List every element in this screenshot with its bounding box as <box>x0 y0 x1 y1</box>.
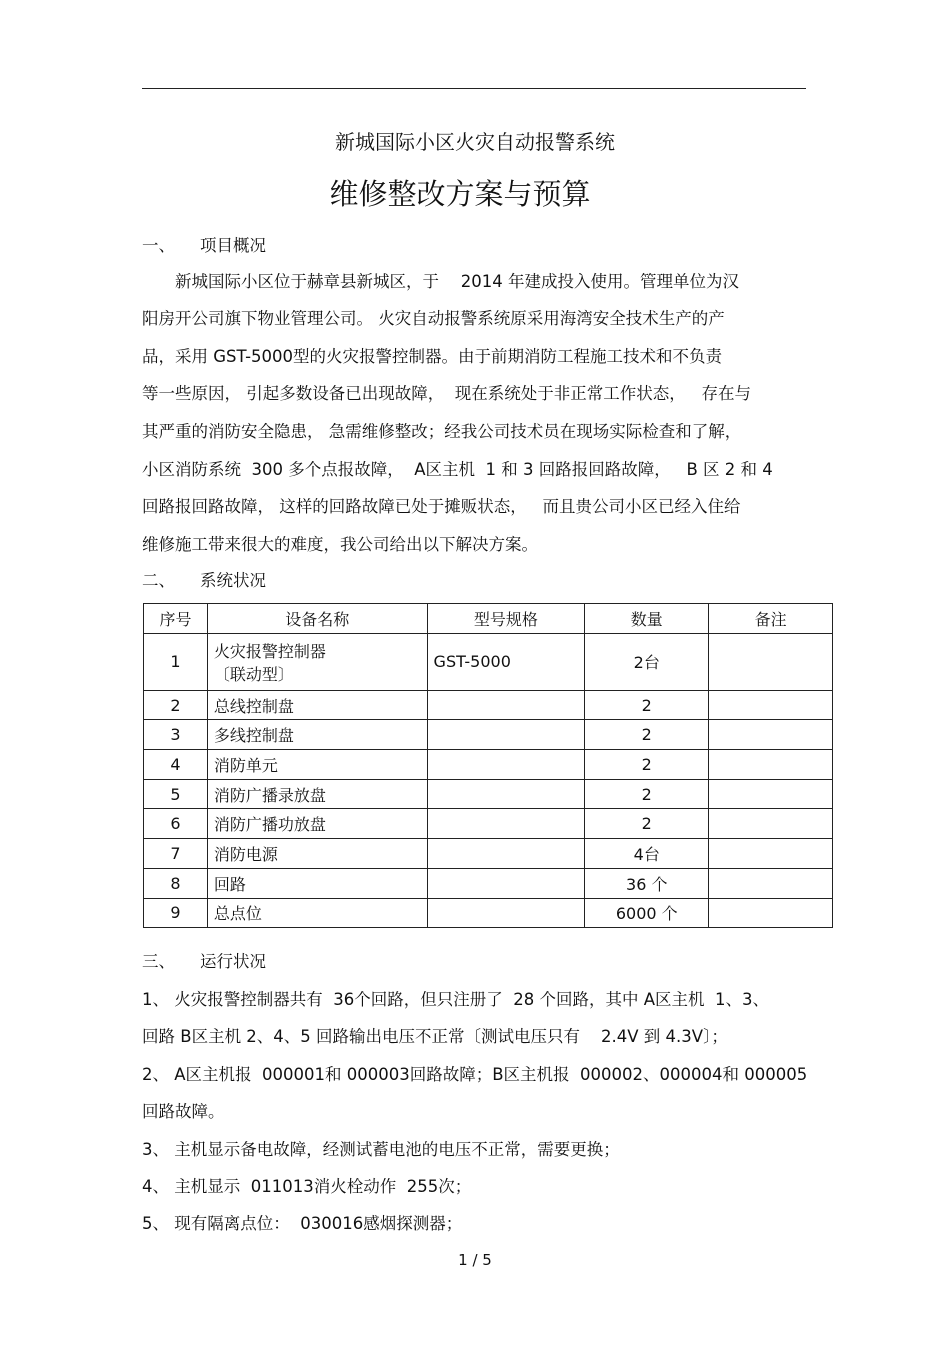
section-title: 运行状况 <box>200 952 266 971</box>
status-line: 2、 A区主机报 000001和 000003回路故障；B区主机报 000002、000004和 000005 <box>142 1065 808 1084</box>
header-qty: 数量 <box>585 604 709 634</box>
cell-qty: 6000 个 <box>585 898 709 928</box>
header-rule <box>142 88 806 89</box>
cell-name: 消防广播录放盘 <box>207 779 427 809</box>
section-3-heading <box>142 948 266 972</box>
status-line: 3、 主机显示备电故障，经测试蓄电池的电压不正常，需要更换； <box>142 1140 620 1159</box>
cell-qty: 2台 <box>585 633 709 690</box>
cell-model <box>427 868 585 898</box>
cell-model <box>427 839 585 869</box>
cell-note <box>709 868 833 898</box>
table-row <box>144 868 833 898</box>
cell-name: 总线控制盘 <box>207 690 427 720</box>
section-number: 三、 <box>142 952 175 971</box>
cell-qty: 2 <box>585 750 709 780</box>
cell-no: 9 <box>144 898 208 928</box>
cell-name <box>207 633 427 690</box>
table-row <box>144 839 833 869</box>
section-title: 系统状况 <box>200 571 266 590</box>
section-title: 项目概况 <box>200 236 266 255</box>
header-name: 设备名称 <box>207 604 427 634</box>
header-model: 型号规格 <box>427 604 585 634</box>
cell-note <box>709 633 833 690</box>
cell-model <box>427 779 585 809</box>
cell-name: 消防单元 <box>207 750 427 780</box>
status-line: 1、 火灾报警控制器共有 36个回路，但只注册了 28 个回路，其中 A区主机 1、3、 <box>142 990 769 1009</box>
cell-model <box>427 809 585 839</box>
section-number: 二、 <box>142 571 175 590</box>
cell-model: GST-5000 <box>427 633 585 690</box>
cell-note <box>709 690 833 720</box>
section-number: 一、 <box>142 236 175 255</box>
table-row <box>144 750 833 780</box>
section-1-heading <box>142 232 266 256</box>
doc-title-line1: 新城国际小区火灾自动报警系统 <box>335 130 615 154</box>
cell-note <box>709 779 833 809</box>
paragraph-line: 小区消防系统 300 多个点报故障， A区主机 1 和 3 回路报回路故障， B 区 2 和 4 <box>142 460 773 479</box>
cell-qty: 2 <box>585 779 709 809</box>
cell-name: 消防广播功放盘 <box>207 809 427 839</box>
paragraph-line: 回路报回路故障， 这样的回路故障已处于摊贩状态， 而且贵公司小区已经入住给 <box>142 497 741 516</box>
header-note: 备注 <box>709 604 833 634</box>
paragraph-line: 维修施工带来很大的难度，我公司给出以下解决方案。 <box>142 535 538 554</box>
section-2-heading <box>142 567 266 591</box>
cell-no: 2 <box>144 690 208 720</box>
table-row <box>144 720 833 750</box>
cell-no: 4 <box>144 750 208 780</box>
status-line: 回路故障。 <box>142 1102 225 1121</box>
cell-name: 多线控制盘 <box>207 720 427 750</box>
table-row <box>144 809 833 839</box>
paragraph-line: 新城国际小区位于赫章县新城区，于 2014 年建成投入使用。管理单位为汉 <box>142 272 739 291</box>
cell-qty: 2 <box>585 809 709 839</box>
cell-model <box>427 720 585 750</box>
cell-qty: 4台 <box>585 839 709 869</box>
paragraph-line: 阳房开公司旗下物业管理公司。 火灾自动报警系统原采用海湾安全技术生产的产 <box>142 309 725 328</box>
header-no: 序号 <box>144 604 208 634</box>
cell-note <box>709 839 833 869</box>
status-line: 4、 主机显示 011013消火栓动作 255次； <box>142 1177 472 1196</box>
cell-qty: 2 <box>585 720 709 750</box>
cell-note <box>709 898 833 928</box>
table-row <box>144 690 833 720</box>
paragraph-line: 品，采用 GST-5000型的火灾报警控制器。由于前期消防工程施工技术和不负责 <box>142 347 723 366</box>
cell-name: 消防电源 <box>207 839 427 869</box>
cell-note <box>709 720 833 750</box>
paragraph-line: 其严重的消防安全隐患， 急需维修整改；经我公司技术员在现场实际检查和了解， <box>142 422 742 441</box>
cell-no: 3 <box>144 720 208 750</box>
cell-name: 总点位 <box>207 898 427 928</box>
page-number: 1 / 5 <box>458 1251 492 1269</box>
table-header-row <box>144 604 833 634</box>
equipment-table <box>143 603 833 928</box>
cell-name-line: 火灾报警控制器 <box>213 641 326 661</box>
status-line: 5、 现有隔离点位： 030016感烟探测器； <box>142 1214 463 1233</box>
cell-name: 回路 <box>207 868 427 898</box>
cell-note <box>709 809 833 839</box>
cell-model <box>427 898 585 928</box>
cell-no: 6 <box>144 809 208 839</box>
cell-no: 8 <box>144 868 208 898</box>
table-row <box>144 898 833 928</box>
cell-no: 7 <box>144 839 208 869</box>
cell-model <box>427 750 585 780</box>
cell-no: 5 <box>144 779 208 809</box>
cell-model <box>427 690 585 720</box>
doc-title-line2: 维修整改方案与预算 <box>329 177 591 211</box>
cell-no: 1 <box>144 633 208 690</box>
cell-note <box>709 750 833 780</box>
cell-qty: 2 <box>585 690 709 720</box>
table-row <box>144 633 833 690</box>
paragraph-line: 等一些原因， 引起多数设备已出现故障， 现在系统处于非正常工作状态， 存在与 <box>142 384 751 403</box>
cell-qty: 36 个 <box>585 868 709 898</box>
status-line: 回路 B区主机 2、4、5 回路输出电压不正常〔测试电压只有 2.4V 到 4.3V〕； <box>142 1027 728 1046</box>
cell-name-line: 〔联动型〕 <box>213 664 294 684</box>
table-row <box>144 779 833 809</box>
